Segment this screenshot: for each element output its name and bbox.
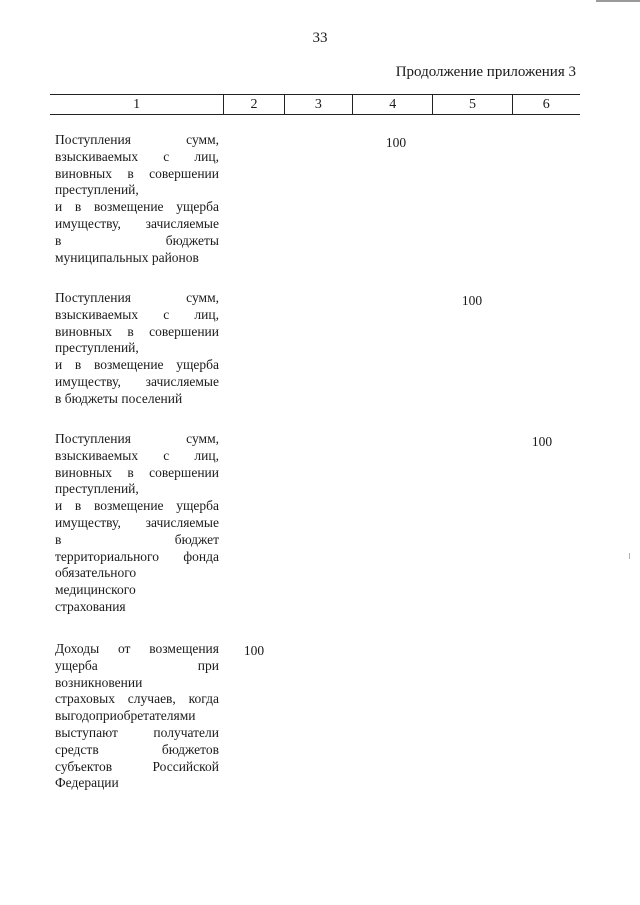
label-line: Поступления сумм, xyxy=(55,431,219,446)
label-line: взыскиваемых с лиц, xyxy=(55,306,219,322)
header-col-6: 6 xyxy=(512,95,580,115)
label-line: страхования xyxy=(55,598,126,614)
label-line: Доходы от возмещения xyxy=(55,641,219,656)
label-line: взыскиваемых с лиц, xyxy=(55,148,219,164)
label-line: средств бюджетов xyxy=(55,741,219,757)
header-col-1: 1 xyxy=(50,95,224,115)
label-line: ущерба при xyxy=(55,657,219,673)
page-number: 33 xyxy=(312,30,328,46)
revenue-row-2-label xyxy=(55,290,219,408)
label-line: территориального фонда xyxy=(55,548,219,564)
label-line: в бюджет xyxy=(55,531,219,547)
revenue-row-4-label xyxy=(55,641,219,792)
header-col-4: 4 xyxy=(353,95,433,115)
label-line: субъектов Российской xyxy=(55,758,219,774)
header-col-2: 2 xyxy=(224,95,284,115)
label-line: виновных в совершении xyxy=(55,165,219,181)
label-line: и в возмещение ущерба xyxy=(55,357,219,373)
label-line: Поступления сумм, xyxy=(55,290,219,305)
revenue-row-2-value-col-5: 100 xyxy=(461,293,483,308)
label-line: в бюджеты поселений xyxy=(55,390,183,406)
label-line: Федерации xyxy=(55,775,119,791)
revenue-row-4-value-col-2: 100 xyxy=(243,643,265,658)
label-line: возникновении xyxy=(55,674,143,690)
label-line: виновных в совершении xyxy=(55,323,219,339)
revenue-row-1-value-col-4: 100 xyxy=(385,135,407,150)
corner-scan-mark xyxy=(596,0,640,2)
label-line: взыскиваемых с лиц, xyxy=(55,447,219,463)
column-number-header xyxy=(50,94,580,115)
appendix-continuation-note: Продолжение приложения 3 xyxy=(395,64,576,80)
label-line: Поступления сумм, xyxy=(55,132,219,147)
label-line: и в возмещение ущерба xyxy=(55,199,219,215)
label-line: преступлений, xyxy=(55,481,139,497)
label-line: медицинского xyxy=(55,582,136,598)
header-row xyxy=(50,95,580,115)
header-col-3: 3 xyxy=(284,95,352,115)
label-line: виновных в совершении xyxy=(55,464,219,480)
label-line: муниципальных районов xyxy=(55,249,199,265)
label-line: выступают получатели xyxy=(55,724,219,740)
label-line: в бюджеты xyxy=(55,232,219,248)
label-line: имуществу, зачисляемые xyxy=(55,373,219,389)
label-line: преступлений, xyxy=(55,182,139,198)
label-line: и в возмещение ущерба xyxy=(55,498,219,514)
label-line: страховых случаев, когда xyxy=(55,691,219,707)
label-line: выгодоприобретателями xyxy=(55,708,196,724)
revenue-row-1-label xyxy=(55,132,219,266)
revenue-row-3-label xyxy=(55,431,219,616)
label-line: преступлений, xyxy=(55,340,139,356)
margin-tick-mark xyxy=(629,553,630,559)
header-col-5: 5 xyxy=(433,95,512,115)
revenue-row-3-value-col-6: 100 xyxy=(531,434,553,449)
label-line: имуществу, зачисляемые xyxy=(55,514,219,530)
label-line: обязательного xyxy=(55,565,137,581)
label-line: имуществу, зачисляемые xyxy=(55,215,219,231)
